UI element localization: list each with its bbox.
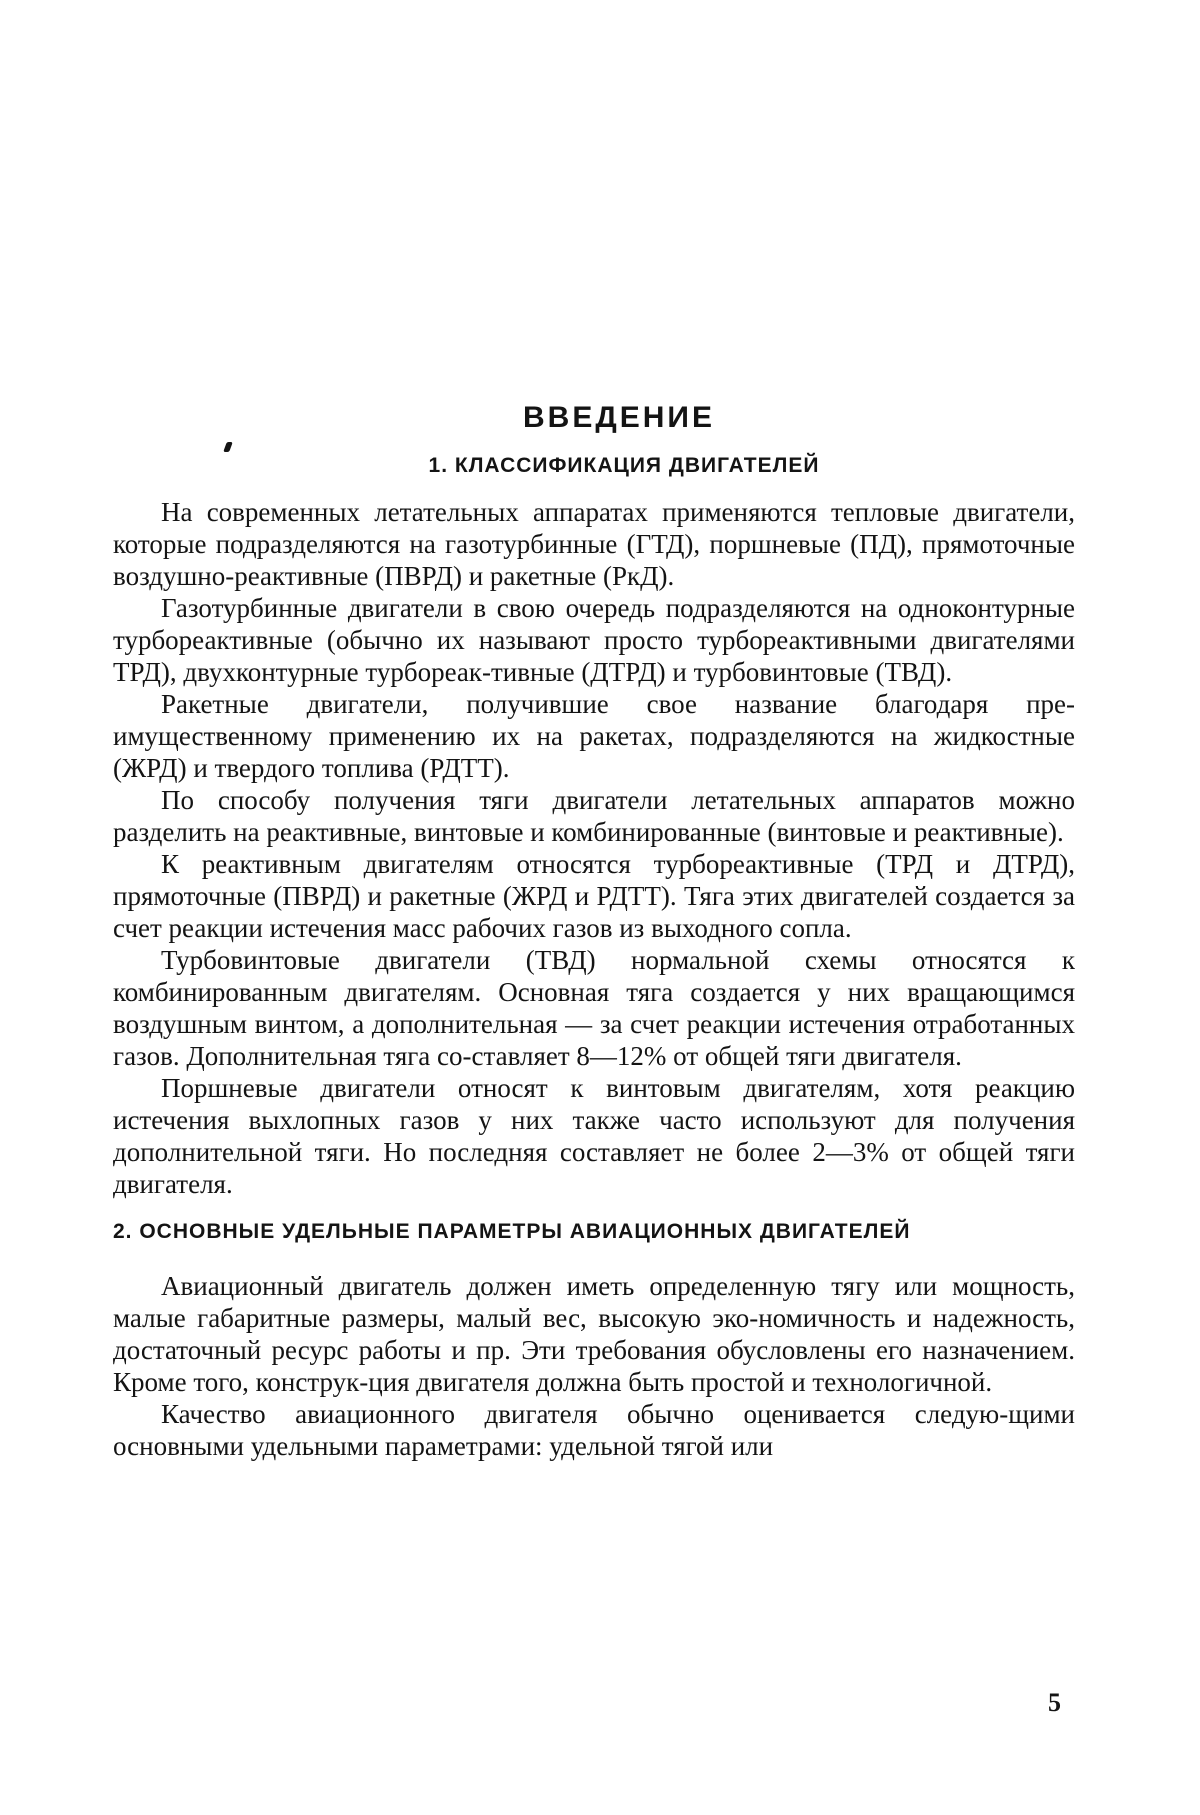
paragraph: Поршневые двигатели относят к винтовым двигателям, хотя реакцию истечения выхлопных газов у них также часто используют для получения дополнительной тяги. Но последняя составляет не более 2—3% от общей тяги двигателя.	[113, 1073, 1075, 1199]
ink-mark	[223, 442, 233, 452]
paragraph: Авиационный двигатель должен иметь определенную тягу или мощность, малые габаритные размеры, малый вес, высокую эко-номичность и надежность, достаточный ресурс работы и пр. Эти требования обусловлены его назначением. Кроме того, конструк-ция двигателя должна быть простой и технологичной.	[113, 1271, 1075, 1397]
section-1-title: 1. КЛАССИФИКАЦИЯ ДВИГАТЕЛЕЙ	[428, 454, 820, 477]
paragraph: Газотурбинные двигатели в свою очередь подразделяются на одноконтурные турбореактивные (обычно их называют просто турбореактивными двигателями ТРД), двухконтурные турбореак-тивные (ДТРД) и турбовинтовые (ТВД).	[113, 593, 1075, 687]
paragraph: Турбовинтовые двигатели (ТВД) нормальной схемы относятся к комбинированным двигателям. Основная тяга создается у них вращающимся воздушным винтом, а дополнительная — за счет реакции истечения отработанных газов. Дополнительная тяга со-ставляет 8—12% от общей тяги двигателя.	[113, 945, 1075, 1071]
paragraph: Качество авиационного двигателя обычно оценивается следую-щими основными удельными параметрами: удельной тягой или	[113, 1399, 1075, 1461]
paragraph: По способу получения тяги двигатели летательных аппаратов можно разделить на реактивные, винтовые и комбинированные (винтовые и реактивные).	[113, 785, 1075, 847]
chapter-title: ВВЕДЕНИЕ	[523, 401, 715, 434]
section-2-title: 2. ОСНОВНЫЕ УДЕЛЬНЫЕ ПАРАМЕТРЫ АВИАЦИОННЫХ ДВИГАТЕЛЕЙ	[113, 1220, 911, 1243]
paragraph: К реактивным двигателям относятся турбореактивные (ТРД и ДТРД), прямоточные (ПВРД) и ракетные (ЖРД и РДТТ). Тяга этих двигателей создается за счет реакции истечения масс рабочих газов из выходного сопла.	[113, 849, 1075, 943]
paragraph: Ракетные двигатели, получившие свое название благодаря пре-имущественному применению их на ракетах, подразделяются на жидкостные (ЖРД) и твердого топлива (РДТТ).	[113, 689, 1075, 783]
page-number: 5	[1048, 1688, 1061, 1717]
paragraph: На современных летательных аппаратах применяются тепловые двигатели, которые подразделяются на газотурбинные (ГТД), поршневые (ПД), прямоточные воздушно-реактивные (ПВРД) и ракетные (РкД).	[113, 497, 1075, 591]
page-content	[113, 396, 1075, 1462]
